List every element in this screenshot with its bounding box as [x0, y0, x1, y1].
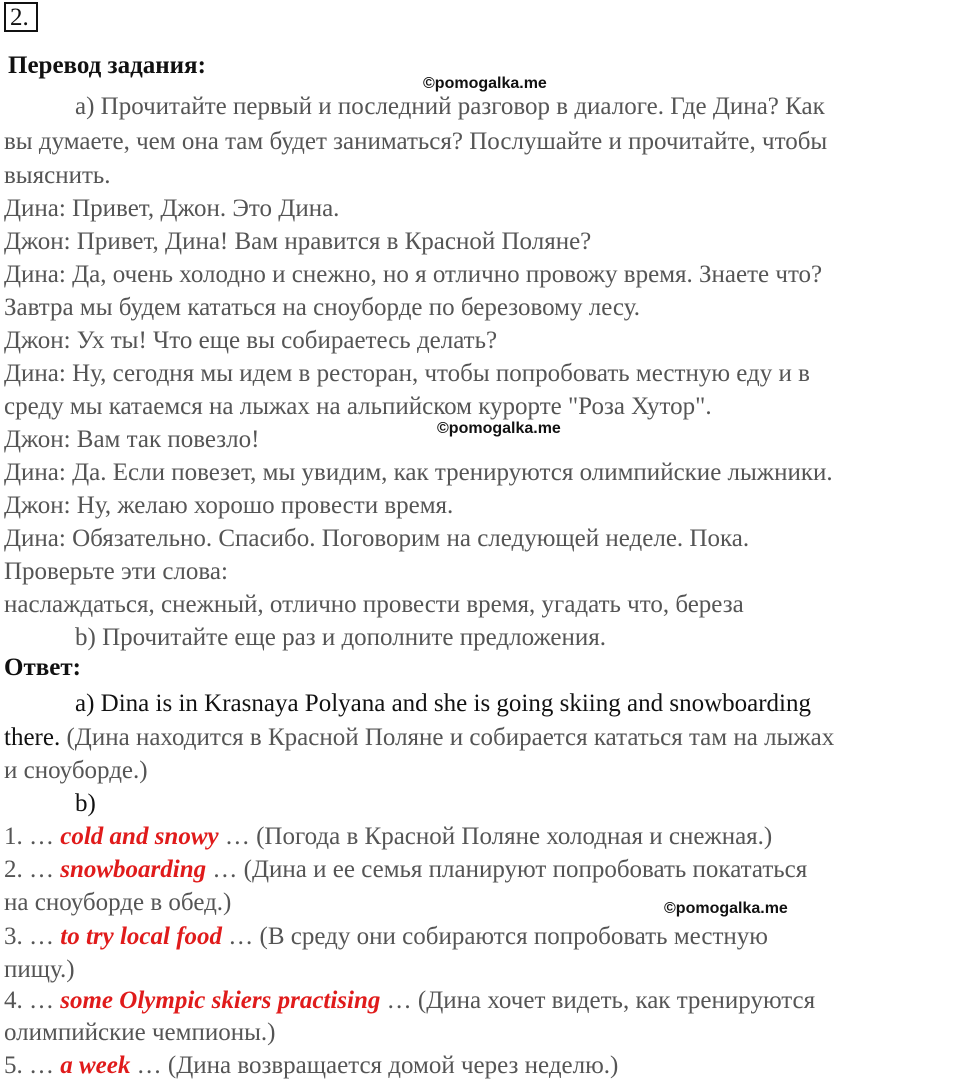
translation-line: наслаждаться, снежный, отлично провести время, угадать что, береза: [4, 591, 744, 618]
answer-suffix: … (Дина и ее семья планируют попробовать покататься: [206, 856, 808, 883]
translation-line: a) Прочитайте первый и последний разговор в диалоге. Где Дина? Как: [75, 93, 825, 120]
translation-line: Дина: Ну, сегодня мы идем в ресторан, чтобы попробовать местную еду и в: [4, 360, 810, 387]
answer-b-continuation: на сноуборде в обед.): [4, 889, 232, 916]
answer-b-item: [4, 821, 772, 853]
answer-a-line: [4, 722, 834, 754]
answer-suffix: … (Погода в Красной Поляне холодная и снежная.): [218, 823, 773, 850]
translation-line: выяснить.: [4, 162, 111, 189]
translation-line: среду мы катаемся на лыжах на альпийском курорте "Роза Хутор".: [4, 393, 712, 420]
translation-line: b) Прочитайте еще раз и дополните предложения.: [75, 624, 606, 651]
answer-suffix: … (Дина хочет видеть, как тренируются: [380, 987, 816, 1014]
translation-line: Джон: Ну, желаю хорошо провести время.: [4, 492, 454, 519]
answer-b-label: b): [75, 790, 96, 817]
answer-b-continuation: олимпийские чемпионы.): [4, 1019, 276, 1046]
answer-highlight: to try local food: [60, 923, 223, 950]
answer-suffix: … (Дина возвращается домой через неделю.): [130, 1052, 619, 1079]
answer-highlight: a week: [60, 1052, 131, 1079]
watermark: ©pomogalka.me: [437, 420, 561, 437]
answer-highlight: cold and snowy: [60, 823, 219, 850]
watermark: ©pomogalka.me: [664, 900, 788, 917]
answer-b-item: [4, 1050, 618, 1082]
answer-a-translation: (Дина находится в Красной Поляне и собирается кататься там на лыжах: [60, 724, 835, 751]
answer-prefix: 4. …: [4, 987, 61, 1014]
answer-a-line: a) Dina is in Krasnaya Polyana and she is going skiing and snowboarding: [75, 690, 811, 717]
answer-b-item: [4, 854, 807, 886]
task-number: 2.: [4, 2, 38, 32]
answer-b-item: [4, 921, 768, 953]
translation-line: Дина: Да, очень холодно и снежно, но я отлично провожу время. Знаете что?: [4, 261, 823, 288]
answer-prefix: 1. …: [4, 823, 61, 850]
answer-prefix: 3. …: [4, 923, 61, 950]
translation-line: Джон: Вам так повезло!: [4, 426, 260, 453]
translation-line: Проверьте эти слова:: [4, 558, 228, 585]
translation-line: Дина: Привет, Джон. Это Дина.: [4, 195, 340, 222]
watermark: ©pomogalka.me: [423, 75, 547, 92]
translation-heading: Перевод задания:: [8, 52, 206, 79]
answer-prefix: 5. …: [4, 1052, 61, 1079]
translation-line: Завтра мы будем кататься на сноуборде по березовому лесу.: [4, 294, 640, 321]
answer-a-line: и сноуборде.): [4, 757, 148, 784]
translation-line: Дина: Да. Если повезет, мы увидим, как тренируются олимпийские лыжники.: [4, 459, 833, 486]
answer-b-continuation: пищу.): [4, 956, 75, 983]
translation-line: Дина: Обязательно. Спасибо. Поговорим на следующей неделе. Пока.: [4, 525, 750, 552]
answer-suffix: … (В среду они собираются попробовать местную: [222, 923, 768, 950]
answer-a-english: there.: [4, 724, 61, 751]
answer-prefix: 2. …: [4, 856, 61, 883]
answer-b-item: [4, 985, 815, 1017]
answer-highlight: some Olympic skiers practising: [60, 987, 381, 1014]
answer-highlight: snowboarding: [60, 856, 207, 883]
translation-line: вы думаете, чем она там будет заниматься? Послушайте и прочитайте, чтобы: [4, 128, 828, 155]
translation-line: Джон: Ух ты! Что еще вы собираетесь делать?: [4, 327, 498, 354]
translation-line: Джон: Привет, Дина! Вам нравится в Красной Поляне?: [4, 228, 592, 255]
answer-heading: Ответ:: [4, 654, 81, 681]
